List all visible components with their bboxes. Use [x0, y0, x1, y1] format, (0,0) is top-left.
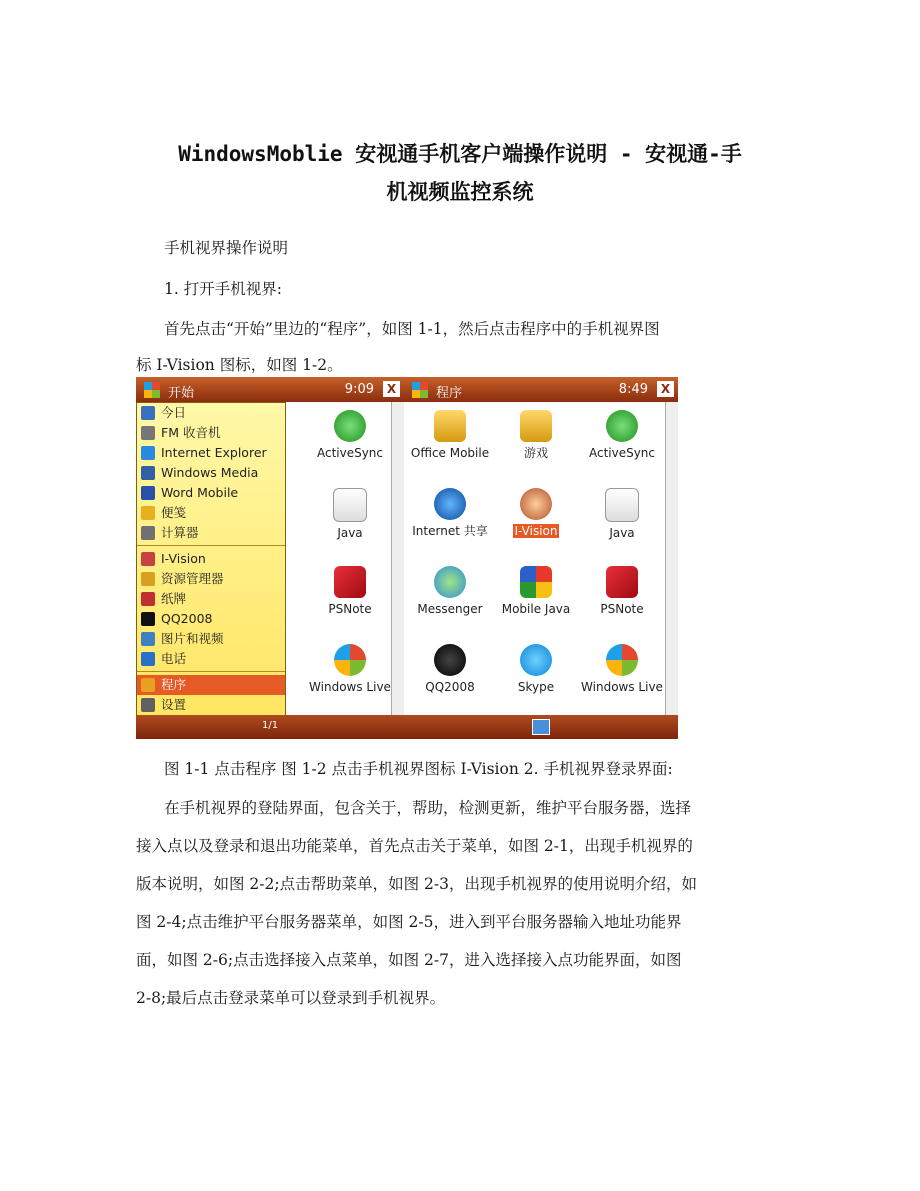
app-icon [141, 446, 155, 460]
app-icon [141, 678, 155, 692]
start-menu-item[interactable] [137, 423, 285, 443]
start-menu-item-label: 电话 [161, 651, 187, 666]
grid-item[interactable] [494, 404, 578, 460]
section-heading: 手机视界操作说明 [164, 239, 289, 257]
start-menu-item-label: 图片和视频 [161, 631, 224, 646]
app-icon [141, 592, 155, 606]
activesync-icon [334, 410, 366, 442]
grid-item-label: Windows Live [309, 680, 391, 694]
step-1-text-line1: 首先点击“开始”里边的“程序”，如图 1-1，然后点击程序中的手机视界图 [164, 320, 660, 338]
grid-item[interactable] [308, 560, 392, 616]
grid-item-label: PSNote [328, 602, 372, 616]
internet-sharing-icon [434, 488, 466, 520]
start-menu-item[interactable] [137, 483, 285, 503]
step-1-heading: 1. 打开手机视界: [164, 280, 282, 298]
java-icon [333, 488, 367, 522]
windows-logo-icon [144, 382, 160, 398]
clock: 8:49 [618, 382, 648, 397]
app-icon [141, 466, 155, 480]
grid-item-label: 游戏 [523, 446, 548, 460]
soft-key-bar [136, 715, 404, 739]
grid-item[interactable] [408, 482, 492, 538]
doc-title-line1: WindowsMoblie 安视通手机客户端操作说明 - 安视通-手 [178, 142, 742, 166]
office-mobile-icon [434, 410, 466, 442]
app-icon [141, 486, 155, 500]
start-menu-item[interactable] [137, 675, 285, 695]
java-icon [605, 488, 639, 522]
grid-item[interactable] [580, 638, 664, 694]
start-menu-item-label: Word Mobile [161, 485, 239, 500]
grid-item[interactable] [408, 404, 492, 460]
grid-item-label: ActiveSync [588, 446, 656, 460]
page-indicator: 1/1 [262, 720, 279, 731]
start-menu-item[interactable] [137, 629, 285, 649]
qq-icon [434, 644, 466, 676]
app-icon [141, 572, 155, 586]
start-menu-item[interactable] [137, 463, 285, 483]
start-menu-item-label: 便笺 [161, 505, 187, 520]
start-menu-item-label: 资源管理器 [161, 571, 224, 586]
start-menu-item-label: I-Vision [161, 551, 206, 566]
start-menu-item-label: Windows Media [161, 465, 259, 480]
start-menu-item-label: 程序 [161, 677, 187, 692]
grid-item-label: Windows Live [581, 680, 663, 694]
games-icon [520, 410, 552, 442]
app-icon [141, 406, 155, 420]
app-icon [141, 506, 155, 520]
close-button[interactable]: X [383, 381, 400, 397]
grid-item-label: PSNote [600, 602, 644, 616]
grid-item-label: QQ2008 [425, 680, 475, 694]
activesync-icon [606, 410, 638, 442]
start-menu-item-label: FM 收音机 [161, 425, 221, 440]
doc-title-line2: 机视频监控系统 [386, 180, 534, 204]
app-icon [141, 698, 155, 712]
grid-item[interactable] [494, 482, 578, 538]
soft-key-bar [404, 715, 678, 739]
grid-item-label: Messenger [417, 602, 483, 616]
title-bar [136, 377, 404, 402]
start-menu-item-label: QQ2008 [161, 611, 213, 626]
grid-item[interactable] [308, 638, 392, 694]
grid-item[interactable] [308, 404, 392, 460]
app-icon [141, 612, 155, 626]
grid-item-label: ActiveSync [316, 446, 384, 460]
start-menu [136, 402, 286, 724]
start-menu-item[interactable] [137, 443, 285, 463]
figure-1-2-programs [404, 377, 678, 739]
start-menu-item[interactable] [137, 549, 285, 569]
windows-live-icon [606, 644, 638, 676]
step-1-text-line2: 标 I-Vision 图标，如图 1-2。 [136, 356, 343, 374]
grid-item-label: Skype [517, 680, 555, 694]
start-menu-item-label: 计算器 [161, 525, 199, 540]
app-icon [141, 652, 155, 666]
start-menu-item[interactable] [137, 403, 285, 423]
psnote-icon [606, 566, 638, 598]
app-icon [141, 526, 155, 540]
scrollbar[interactable] [665, 402, 678, 715]
window-title: 程序 [436, 386, 463, 401]
windows-logo-icon [412, 382, 428, 398]
scrollbar[interactable] [391, 402, 404, 715]
app-icon [141, 632, 155, 646]
grid-item[interactable] [308, 482, 392, 540]
i-vision-icon [520, 488, 552, 520]
figure-1-1-start-menu [136, 377, 404, 739]
window-title: 开始 [168, 386, 195, 401]
grid-item-label: Office Mobile [410, 446, 490, 460]
grid-item[interactable] [580, 404, 664, 460]
body-line: 接入点以及登录和退出功能菜单，首先点击关于菜单，如图 2-1，出现手机视界的 [136, 837, 693, 855]
grid-item-label: Java [609, 526, 635, 540]
grid-item[interactable] [494, 560, 578, 616]
start-menu-item[interactable] [137, 695, 285, 715]
grid-item-label: I-Vision [514, 524, 558, 538]
figure-caption: 图 1-1 点击程序 图 1-2 点击手机视界图标 I-Vision 2. 手机视界登录界面: [164, 760, 673, 778]
app-icon [141, 552, 155, 566]
start-menu-item[interactable] [137, 523, 285, 543]
title-bar [404, 377, 678, 402]
grid-item[interactable] [580, 482, 664, 540]
clock: 9:09 [344, 382, 374, 397]
start-menu-item-label: 纸牌 [161, 591, 187, 606]
psnote-icon [334, 566, 366, 598]
grid-item[interactable] [408, 560, 492, 616]
grid-item-label: Mobile Java [501, 602, 571, 616]
close-button[interactable]: X [657, 381, 674, 397]
body-line: 2-8;最后点击登录菜单可以登录到手机视界。 [136, 989, 446, 1007]
grid-item-label: Internet 共享 [412, 524, 488, 538]
start-menu-item[interactable] [137, 503, 285, 523]
windows-live-icon [334, 644, 366, 676]
start-menu-item[interactable] [137, 569, 285, 589]
body-line: 面，如图 2-6;点击选择接入点菜单，如图 2-7，进入选择接入点功能界面，如图 [136, 951, 682, 969]
grid-item[interactable] [494, 638, 578, 694]
program-grid [404, 402, 678, 715]
keyboard-icon[interactable] [532, 719, 550, 735]
grid-item-label: Java [337, 526, 363, 540]
start-menu-item-label: Internet Explorer [161, 445, 267, 460]
start-menu-item[interactable] [137, 589, 285, 609]
skype-icon [520, 644, 552, 676]
start-menu-item-label: 设置 [161, 697, 187, 712]
grid-item[interactable] [408, 638, 492, 694]
body-line: 图 2-4;点击维护平台服务器菜单，如图 2-5，进入到平台服务器输入地址功能界 [136, 913, 682, 931]
start-menu-item[interactable] [137, 649, 285, 669]
start-menu-item[interactable] [137, 609, 285, 629]
body-line: 在手机视界的登陆界面，包含关于，帮助，检测更新，维护平台服务器，选择 [164, 799, 692, 817]
mobile-java-icon [520, 566, 552, 598]
messenger-icon [434, 566, 466, 598]
start-menu-item-label: 今日 [161, 405, 187, 420]
app-icon [141, 426, 155, 440]
grid-item[interactable] [580, 560, 664, 616]
body-line: 版本说明，如图 2-2;点击帮助菜单，如图 2-3，出现手机视界的使用说明介绍，如 [136, 875, 697, 893]
